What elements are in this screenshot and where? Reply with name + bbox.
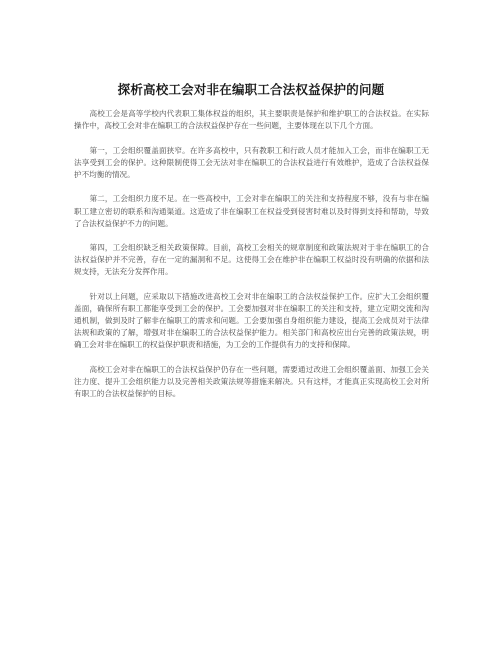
document-body bbox=[74, 108, 429, 413]
document-title: 探析高校工会对非在编职工合法权益保护的问题 bbox=[117, 82, 385, 97]
paragraph-first-issue: 第一，工会组织覆盖面狭窄。在许多高校中，只有教职工和行政人员才能加入工会，而非在编职工无法享受到工会的保护。这种限制使得工会无法对非在编职工的合法权益进行有效维护，造成了合法权益保护不均衡的情况。 bbox=[74, 145, 429, 179]
paragraph-intro: 高校工会是高等学校内代表职工集体权益的组织，其主要职责是保护和维护职工的合法权益。在实际操作中，高校工会对非在编职工的合法权益保护存在一些问题，主要体现在以下几个方面。 bbox=[74, 109, 429, 131]
paragraph-second-issue: 第二，工会组织力度不足。在一些高校中，工会对非在编职工的关注和支持程度不够，没有与非在编职工建立密切的联系和沟通渠道。这造成了非在编职工在权益受到侵害时难以及时得到支持和帮助，导致了合法权益保护不力的问题。 bbox=[74, 194, 429, 228]
paragraph-conclusion: 高校工会对非在编职工的合法权益保护仍存在一些问题，需要通过改进工会组织覆盖面、加强工会关注力度、提升工会组织能力以及完善相关政策法规等措施来解决。只有这样，才能真正实现高校工会对所有职工的合法权益保护的目标。 bbox=[74, 365, 429, 399]
paragraph-measures: 针对以上问题，应采取以下措施改进高校工会对非在编职工的合法权益保护工作。应扩大工会组织覆盖面，确保所有职工都能享受到工会的保护。工会要加强对非在编职工的关注和支持，建立定期交流和沟通机制，做到及时了解非在编职工的需求和问题。工会要加强自身组织能力建设，提高工会成员对于法律法规和政策的了解，增强对非在编职工的合法权益保护能力。相关部门和高校应出台完善的政策法规，明确工会对非在编职工的权益保护职责和措施，为工会的工作提供有力的支持和保障。 bbox=[74, 292, 429, 350]
paragraph-fourth-issue: 第四，工会组织缺乏相关政策保障。目前，高校工会相关的规章制度和政策法规对于非在编职工的合法权益保护并不完善，存在一定的漏洞和不足。这使得工会在维护非在编职工权益时没有明确的依据和法规支持，无法充分发挥作用。 bbox=[74, 243, 429, 277]
